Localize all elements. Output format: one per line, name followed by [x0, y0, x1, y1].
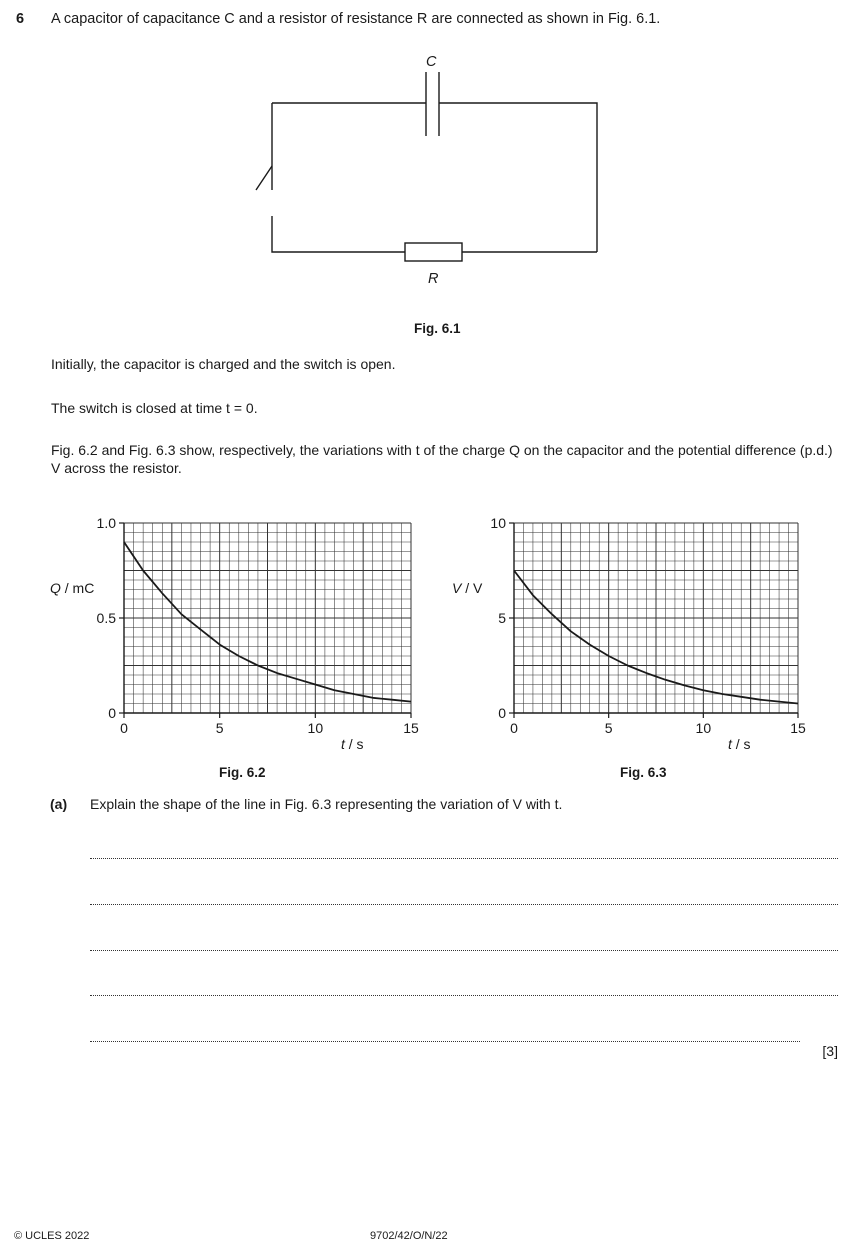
chart2-y-tick-label: 5 — [498, 610, 506, 626]
question-text: A capacitor of capacitance C and a resistor of resistance R are connected as shown in Fig. 6.1. — [51, 11, 661, 27]
chart2-y-tick-label: 0 — [498, 705, 506, 721]
circuit-diagram — [0, 0, 852, 340]
chart1-x-tick-label: 0 — [120, 720, 128, 736]
wire-top-right — [439, 103, 597, 252]
chart1-x-tick-label: 5 — [215, 720, 224, 736]
graph-fig62 — [0, 505, 430, 775]
chart2-x-tick-label: 0 — [510, 720, 518, 736]
answer-line-1[interactable] — [90, 858, 838, 859]
chart2-x-label: t / s — [728, 736, 751, 752]
answer-line-4[interactable] — [90, 995, 838, 996]
paragraph-switch: The switch is closed at time t = 0. — [51, 400, 258, 416]
part-a-question: Explain the shape of the line in Fig. 6.3 representing the variation of V with t. — [90, 796, 563, 812]
chart2-x-tick-label: 15 — [790, 720, 806, 736]
chart2-x-tick-label: 10 — [695, 720, 712, 736]
chart2-y-label: V / V — [452, 580, 483, 596]
answer-line-5[interactable] — [90, 1041, 800, 1042]
wire-top-left — [272, 103, 426, 190]
wire-bottom — [272, 216, 597, 252]
chart1-y-label: Q / mC — [50, 580, 95, 596]
graph-fig63 — [430, 505, 852, 775]
chart1-x-tick-label: 15 — [403, 720, 419, 736]
fig62-caption: Fig. 6.2 — [219, 765, 266, 780]
switch-blade — [256, 166, 272, 190]
chart2-x-tick-label: 5 — [604, 720, 613, 736]
chart1-x-label: t / s — [341, 736, 364, 752]
chart2-y-tick-label: 10 — [490, 515, 506, 531]
footer-code: 9702/42/O/N/22 — [370, 1230, 448, 1242]
fig63-caption: Fig. 6.3 — [620, 765, 667, 780]
chart1-y-tick-label: 0.5 — [96, 610, 116, 626]
fig61-caption: Fig. 6.1 — [414, 321, 461, 336]
capacitor-label: C — [426, 54, 437, 70]
footer-copyright: © UCLES 2022 — [14, 1230, 90, 1242]
chart1-y-tick-label: 1.0 — [96, 515, 116, 531]
resistor-symbol — [405, 243, 462, 261]
chart1-x-tick-label: 10 — [307, 720, 324, 736]
answer-line-2[interactable] — [90, 904, 838, 905]
question-number: 6 — [16, 11, 25, 27]
resistor-label: R — [428, 271, 439, 287]
paragraph-initial: Initially, the capacitor is charged and the switch is open. — [51, 356, 396, 372]
chart1-y-tick-label: 0 — [108, 705, 116, 721]
marks-label: [3] — [822, 1043, 838, 1059]
part-a-label: (a) — [50, 796, 68, 812]
answer-line-3[interactable] — [90, 950, 838, 951]
paragraph-figures: Fig. 6.2 and Fig. 6.3 show, respectively, the variations with t of the charge Q on the capacitor and the potential difference (p.d.) V across the resistor. — [51, 442, 833, 476]
